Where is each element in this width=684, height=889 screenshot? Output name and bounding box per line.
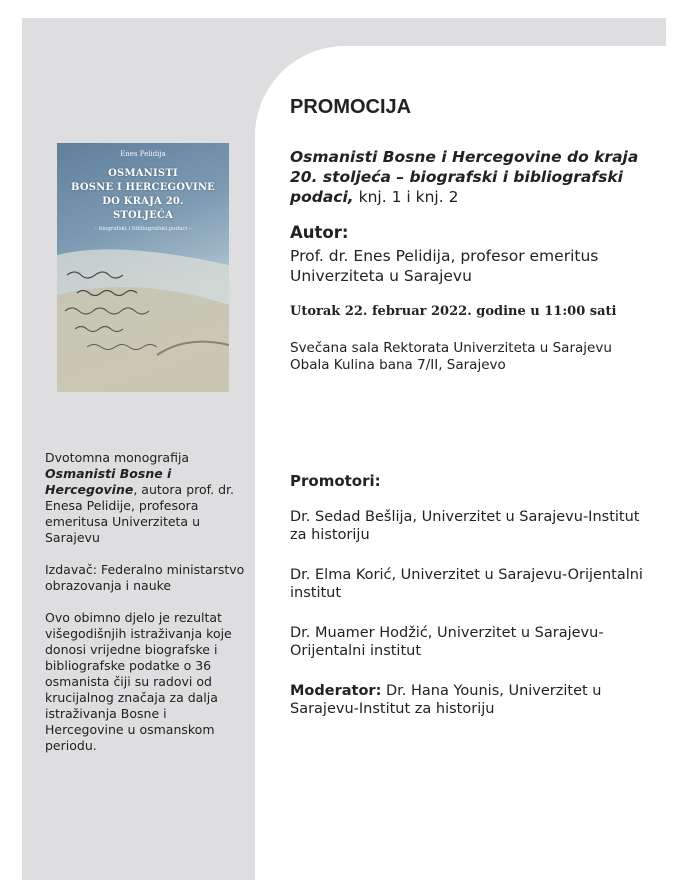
promotor-item: Dr. Elma Korić, Univerzitet u Sarajevu-Orijentalni institut xyxy=(290,567,643,601)
cover-subtitle: – biografski i bibliografski podaci – xyxy=(94,226,192,232)
event-venue xyxy=(290,340,612,374)
author-label: Autor: xyxy=(290,223,349,242)
publisher-paragraph: Izdavač: Federalno ministarstvo obrazovanja i nauke xyxy=(45,562,245,593)
moderator-label: Moderator: xyxy=(290,683,382,699)
description-text: , autora prof. dr. Enesa Pelidije, profesora emeritusa Univerziteta u Sarajevu xyxy=(45,482,234,545)
cover-title-line: STOLJEĆA xyxy=(112,210,174,221)
cover-title-line: OSMANISTI xyxy=(108,168,178,179)
venue-line: Obala Kulina bana 7/II, Sarajevo xyxy=(290,357,506,373)
summary-paragraph: Ovo obimno djelo je rezultat višegodišnjih istraživanja koje donosi vrijedne biografske i bibliografske podatke o 36 osmanista čiji su radovi od krucijalnog značaja za dalja istraživanja Bosne i Hercegovine u osmanskom periodu. xyxy=(45,610,232,753)
manuscript-illustration xyxy=(57,235,229,392)
promotors-label: Promotori: xyxy=(290,472,381,490)
description-text: Dvotomna monografija xyxy=(45,450,190,465)
moderator-name: Dr. Hana Younis, Univerzitet u Sarajevu-Institut za historiju xyxy=(290,683,602,717)
cover-title xyxy=(61,167,225,223)
cover-author: Enes Pelidija xyxy=(120,150,166,158)
cover-title-line: BOSNE I HERCEGOVINE xyxy=(70,182,215,193)
book-cover-image xyxy=(57,143,229,392)
description-paragraph xyxy=(45,450,245,546)
author-name: Prof. dr. Enes Pelidija, profesor emeritus Univerziteta u Sarajevu xyxy=(290,247,599,285)
venue-line: Svečana sala Rektorata Univerziteta u Sarajevu xyxy=(290,340,612,356)
monograph-title: Osmanisti Bosne i Hercegovine xyxy=(45,466,172,497)
moderator xyxy=(290,682,650,718)
promotor-item: Dr. Muamer Hodžić, Univerzitet u Sarajevu-Orijentalni institut xyxy=(290,625,604,659)
book-title xyxy=(290,147,650,207)
cover-title-line: DO KRAJA 20. xyxy=(102,196,184,207)
left-description xyxy=(45,450,245,770)
book-volumes: knj. 1 i knj. 2 xyxy=(353,188,459,206)
page-title: PROMOCIJA xyxy=(290,96,412,118)
book-title-text: Osmanisti Bosne i Hercegovine do kraja 20. stoljeća – biografski i bibliografski podaci, xyxy=(290,148,639,206)
promotor-item: Dr. Sedad Bešlija, Univerzitet u Sarajevu-Institut za historiju xyxy=(290,509,640,543)
event-date: Utorak 22. februar 2022. godine u 11:00 sati xyxy=(290,304,617,319)
